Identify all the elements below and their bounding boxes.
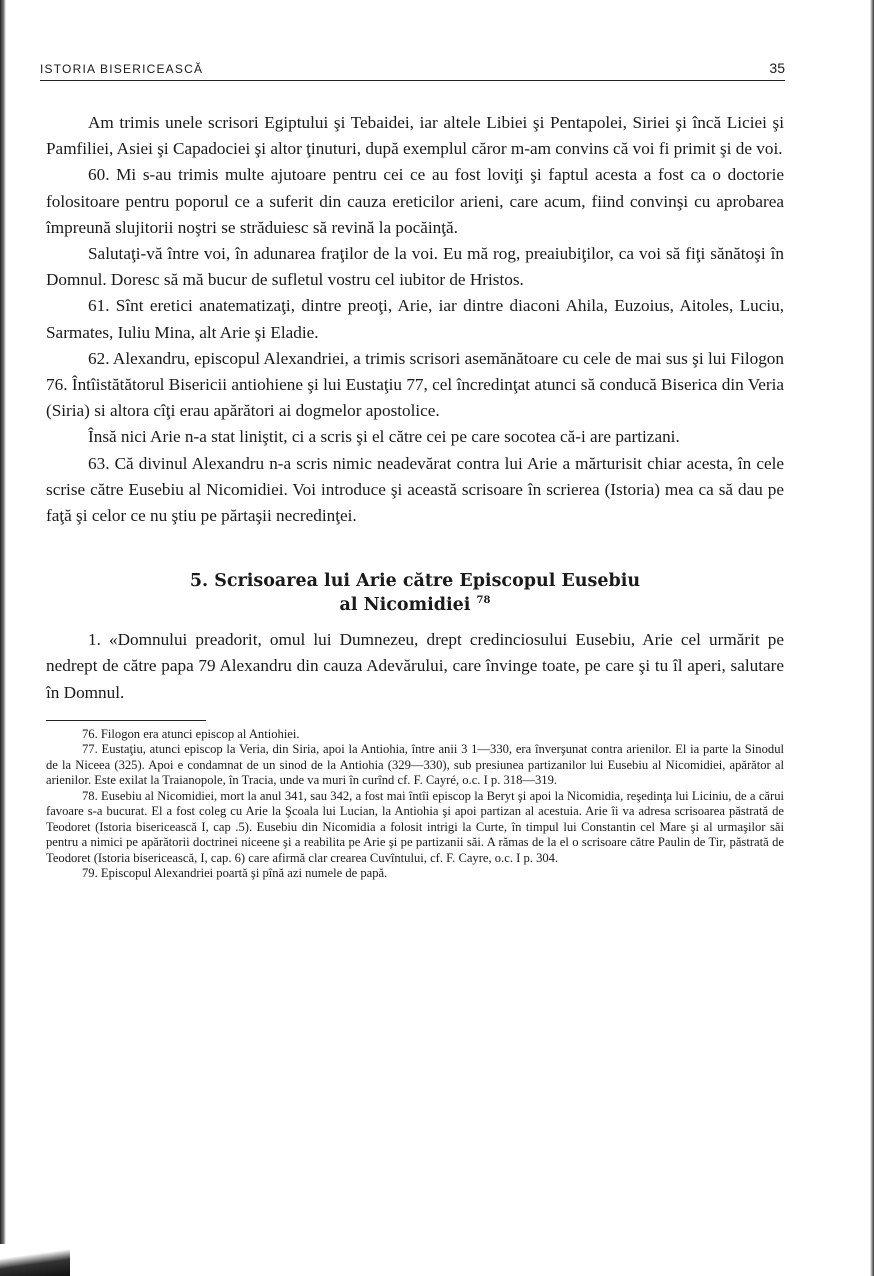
- section-title: [46, 569, 784, 617]
- scan-shadow-left: [0, 0, 6, 1276]
- paragraph: Salutaţi-vă între voi, în adunarea fraţilor de la voi. Eu mă rog, preaiubiţilor, ca voi să fiţi sănătoşi în Domnul. Doresc să mă bucur de sufletul vostru cel iubitor de Hristos.: [46, 244, 784, 290]
- paragraph: 61. Sînt eretici anatematizaţi, dintre preoţi, Arie, iar dintre diaconi Ahila, Euzoius, Aitoles, Luciu, Sarmates, Iuliu Mina, alt Arie şi Eladie.: [46, 296, 784, 342]
- paragraph: 60. Mi s-au trimis multe ajutoare pentru cei ce au fost loviţi şi faptul acesta a fost ca o doctorie folositoare pentru poporul ce a suferit din cauza ereticilor arieni, care acum, fiind convinşi cu aprobarea împreună slujitorii noştri se străduiesc să revină la pocăinţă.: [46, 165, 784, 237]
- section-title-line: [46, 593, 784, 617]
- letter-paragraph: 1. «Domnului preadorit, omul lui Dumnezeu, drept credinciosului Eusebiu, Arie cel urmărit pe nedrept de către papa 79 Alexandru din cauza Adevărului, care învinge toate, pe care şi tu îl aperi, salutare în Domnul.: [46, 630, 784, 702]
- header-rule: [40, 80, 785, 81]
- footnote: 79. Episcopul Alexandriei poartă şi pînă azi numele de papă.: [82, 866, 388, 881]
- page-header: [40, 60, 785, 84]
- paragraph: Am trimis unele scrisori Egiptului şi Tebaidei, iar altele Libiei şi Pentapolei, Siriei şi încă Liciei şi Pamfiliei, Asiei şi Capadociei şi altor ţinuturi, după exemplul căror m-am convins că voi fi primit şi de voi.: [46, 113, 784, 159]
- running-title: ISTORIA BISERICEASCĂ: [40, 62, 204, 76]
- footnote-ref: 78: [476, 595, 491, 607]
- section-title-text: al Nicomidiei: [339, 595, 471, 616]
- page-number: 35: [769, 60, 785, 76]
- footnotes: [46, 727, 784, 882]
- footnote: 76. Filogon era atunci episcop al Antiohiei.: [82, 726, 300, 741]
- scan-shadow-right: [870, 0, 874, 1276]
- footnote-rule: [46, 720, 206, 721]
- section-title-line: 5. Scrisoarea lui Arie către Episcopul Eusebiu: [189, 571, 641, 592]
- footnote: 78. Eusebiu al Nicomidiei, mort la anul 341, sau 342, a fost mai întîi episcop la Beryt şi apoi la Nicomidia, reşedinţa lui Liciniu, de a cărui favoare s-a bucurat. El a fost coleg cu Arie la Şcoala lui Lucian, la Antiohia şi apoi partizan al acestuia. Arie îi va adresa scrisoarea păstrată de Teodoret (Istoria bisericească I, cap .5). Eusebiu din Nicomidia a folosit intrigi la Curte, în timpul lui Constantin cel Mare şi al urmaşilor săi pentru a nimici pe apărătorii doctrinei niceene şi a reabilita pe Arie şi pe partizanii săi. A rămas de la el o scrisoare către Paulin de Tir, păstrată de Teodoret (Istoria bisericească, I, cap. 6) care afirmă clar crearea Cuvîntului, cf. F. Cayre, o.c. I p. 304.: [46, 788, 784, 865]
- main-text: [46, 110, 784, 882]
- paragraph: 63. Că divinul Alexandru n-a scris nimic neadevărat contra lui Arie a mărturisit chiar acesta, în cele scrise către Eusebiu al Nicomidiei. Voi introduce şi această scrisoare în scrierea (Istoria) mea ca să dau pe faţă şi celor ce nu ştiu pe părtaşii necredinţei.: [46, 453, 784, 526]
- paragraph: 62. Alexandru, episcopul Alexandriei, a trimis scrisori asemănătoare cu cele de mai sus şi lui Filogon 76. Întîistătătorul Bisericii antiohiene şi lui Eustaţiu 77, cel încredinţat atunci să conducă Biserica din Veria (Siria) si altora cîţi erau apărători ai dogmelor apostolice.: [46, 348, 784, 421]
- scan-shadow-corner: [0, 1244, 70, 1276]
- footnote: 77. Eustaţiu, atunci episcop la Veria, din Siria, apoi la Antiohia, între anii 3 1—330, era înverşunat contra arienilor. El ia parte la Sinodul de la Niceea (325). Apoi e condamnat de un sinod de la Antiohia (329—330), sub presiunea partizanilor lui Eusebiu al Nicomidiei, apărător al arienilor. Este exilat la Traianopole, în Tracia, unde va muri în curînd cf. F. Cayré, o.c. I p. 318—319.: [46, 742, 784, 788]
- paragraph: Însă nici Arie n-a stat liniştit, ci a scris şi el către cei pe care socotea că-i are partizani.: [88, 427, 680, 447]
